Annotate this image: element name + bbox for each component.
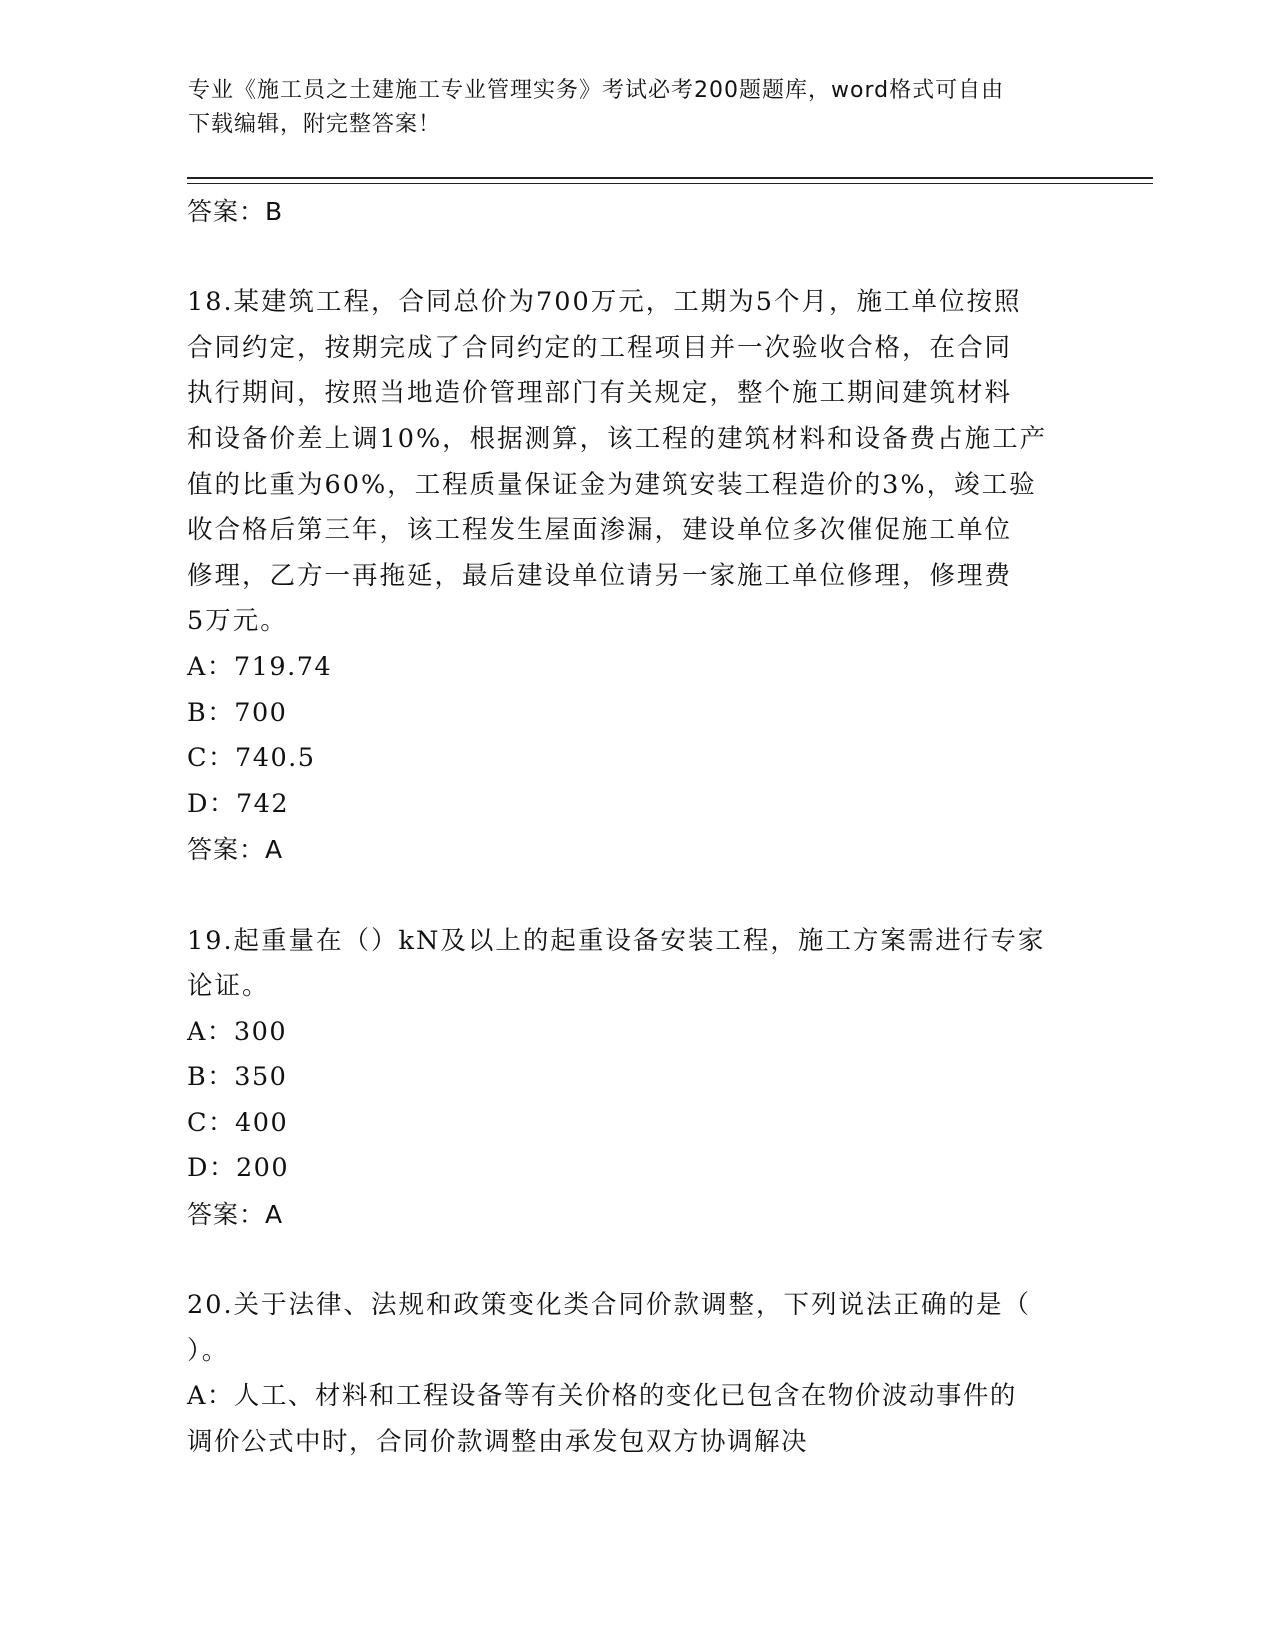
- question-19-option-c: C：400: [187, 1107, 289, 1138]
- spacing-gap: [187, 1238, 1087, 1284]
- header-divider-top: [187, 177, 1153, 179]
- question-20-line-2: ）。: [187, 1335, 230, 1366]
- question-19-option-d: D：200: [187, 1153, 290, 1184]
- question-19-answer: 答案：A: [187, 1200, 284, 1230]
- header-line-1: 专业《施工员之土建施工专业管理实务》考试必考200题题库，word格式可自由: [188, 78, 1005, 103]
- question-19-line-1: 19.起重量在（）kN及以上的起重设备安装工程，施工方案需进行专家: [187, 925, 1046, 956]
- question-18-line-1: 18.某建筑工程，合同总价为700万元，工期为5个月，施工单位按照: [187, 287, 1022, 318]
- question-18-line-8: 5万元。: [187, 606, 288, 637]
- question-content: [187, 189, 1087, 1466]
- question-19-line-2: 论证。: [187, 971, 270, 1002]
- question-18-line-3: 执行期间，按照当地造价管理部门有关规定，整个施工期间建筑材料: [187, 378, 1013, 409]
- header-divider-bottom: [187, 183, 1153, 184]
- question-18-line-4: 和设备价差上调10%，根据测算，该工程的建筑材料和设备费占施工产: [187, 423, 1048, 454]
- question-19: [187, 919, 1087, 1238]
- question-19-option-b: B：350: [187, 1062, 288, 1093]
- question-18-option-c: C：740.5: [187, 743, 316, 774]
- question-18-option-d: D：742: [187, 788, 290, 819]
- question-18-answer: 答案：A: [187, 835, 284, 865]
- question-20-line-1: 20.关于法律、法规和政策变化类合同价款调整，下列说法正确的是（: [187, 1290, 1032, 1321]
- question-18-option-b: B：700: [187, 697, 288, 728]
- question-18-line-2: 合同约定，按期完成了合同约定的工程项目并一次验收合格，在合同: [187, 332, 1013, 363]
- spacing-gap: [187, 235, 1087, 281]
- question-20-option-a-line-1: A：人工、材料和工程设备等有关价格的变化已包含在物价波动事件的: [187, 1381, 1017, 1412]
- question-19-option-a: A：300: [187, 1016, 288, 1047]
- question-18-line-6: 收合格后第三年，该工程发生屋面渗漏，建设单位多次催促施工单位: [187, 515, 1013, 546]
- spacing-gap: [187, 873, 1087, 919]
- document-header: [188, 74, 1088, 142]
- question-18: [187, 280, 1087, 873]
- question-18-line-5: 值的比重为60%，工程质量保证金为建筑安装工程造价的3%，竣工验: [187, 469, 1037, 500]
- question-20-option-a-line-2: 调价公式中时，合同价款调整由承发包双方协调解决: [187, 1427, 809, 1458]
- question-18-line-7: 修理，乙方一再拖延，最后建设单位请另一家施工单位修理，修理费: [187, 560, 1013, 591]
- question-18-option-a: A：719.74: [187, 651, 333, 682]
- previous-answer: 答案：B: [187, 197, 284, 226]
- header-line-2: 下载编辑，附完整答案！: [188, 112, 442, 137]
- question-20: [187, 1283, 1087, 1465]
